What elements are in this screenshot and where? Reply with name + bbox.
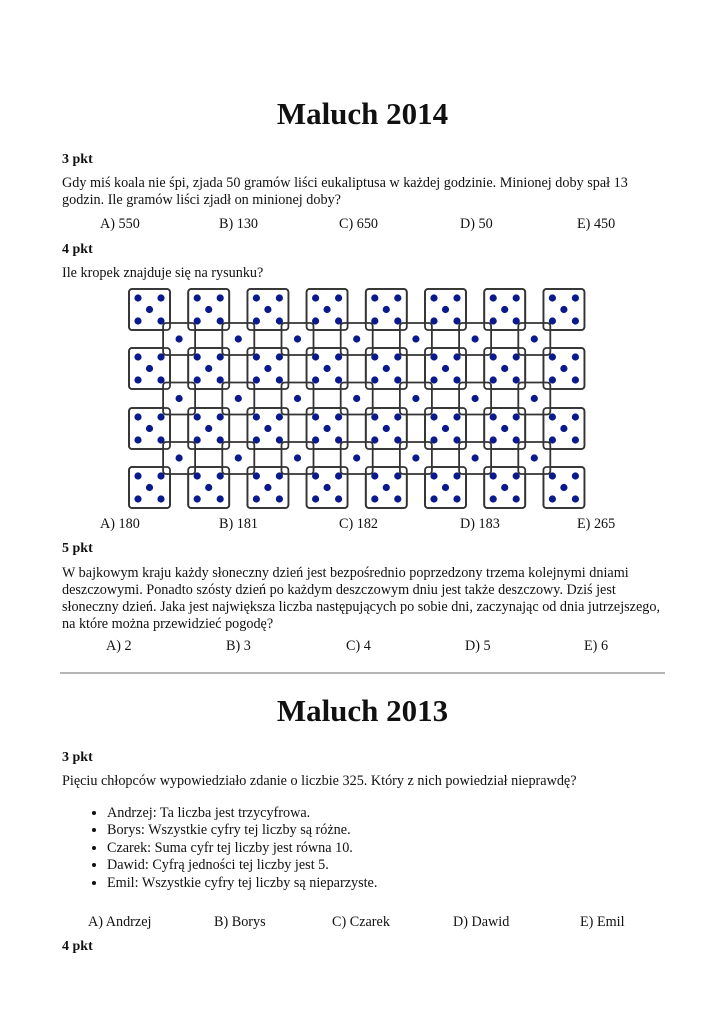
dice-dot — [134, 413, 141, 420]
q2-answer-d[interactable]: D) 183 — [460, 516, 500, 532]
q2-answer-b[interactable]: B) 181 — [219, 516, 259, 532]
dice-dot — [146, 306, 153, 313]
page-title-2014: Maluch 2014 — [276, 96, 449, 131]
dice-dot — [430, 495, 437, 502]
page-title-2013: Maluch 2013 — [276, 693, 449, 728]
dice-dot — [531, 395, 538, 402]
dice-dot — [312, 495, 319, 502]
dice-dot — [134, 376, 141, 383]
dice-dot — [134, 495, 141, 502]
dice-dot — [217, 294, 224, 301]
q3-answer-e[interactable]: E) 6 — [584, 638, 609, 654]
section-divider — [60, 672, 665, 674]
q4-answer-a[interactable]: A) Andrzej — [88, 914, 152, 930]
dice-dot — [294, 454, 301, 461]
dice-dot — [572, 353, 579, 360]
dice-dot — [312, 294, 319, 301]
q2-answer-a[interactable]: A) 180 — [100, 516, 140, 532]
dice-dot — [324, 484, 331, 491]
dice-dot — [531, 335, 538, 342]
q1-answer-a[interactable]: A) 550 — [100, 216, 140, 232]
dice-dot — [572, 317, 579, 324]
dice-dot — [146, 365, 153, 372]
dice-dot — [472, 454, 479, 461]
dice-dot — [560, 365, 567, 372]
dice-dot — [176, 335, 183, 342]
dice-dot — [430, 294, 437, 301]
dice-dot — [235, 454, 242, 461]
dice-dot — [353, 335, 360, 342]
dice-dot — [453, 294, 460, 301]
q4-text: Pięciu chłopców wypowiedziało zdanie o liczbie 325. Który z nich powiedział nieprawdę? — [62, 773, 577, 789]
dice-dot — [134, 317, 141, 324]
dice-dot — [501, 306, 508, 313]
dice-dot — [324, 306, 331, 313]
dice-dot — [560, 425, 567, 432]
dice-dot — [394, 294, 401, 301]
list-item: • Dawid: Cyfrą jedności tej liczby jest 5. — [107, 857, 377, 874]
dice-dot — [134, 294, 141, 301]
dice-dot — [146, 425, 153, 432]
dice-dot — [549, 495, 556, 502]
statements-list — [62, 805, 377, 892]
q2-answer-c[interactable]: C) 182 — [339, 516, 379, 532]
dice-dot — [572, 436, 579, 443]
dice-dot — [383, 365, 390, 372]
dice-dot — [294, 395, 301, 402]
dice-dot — [572, 413, 579, 420]
dice-dot — [383, 484, 390, 491]
q1-answer-e[interactable]: E) 450 — [577, 216, 616, 232]
q3-answer-c[interactable]: C) 4 — [346, 638, 371, 654]
dice-dot — [383, 425, 390, 432]
dice-dot — [442, 365, 449, 372]
dice-dot — [501, 484, 508, 491]
dice-dot — [490, 294, 497, 301]
dice-dot — [560, 306, 567, 313]
dice-dot — [513, 294, 520, 301]
dice-dot — [176, 395, 183, 402]
list-item: • Emil: Wszystkie cyfry tej liczby są nieparzyste. — [107, 875, 377, 892]
dice-dot — [253, 294, 260, 301]
dice-dot — [412, 335, 419, 342]
dice-dot — [146, 484, 153, 491]
dice-dot — [353, 454, 360, 461]
dice-dot — [572, 376, 579, 383]
q4-points: 3 pkt — [62, 750, 93, 765]
dice-dot — [572, 472, 579, 479]
dice-dot — [194, 495, 201, 502]
dice-dot — [294, 335, 301, 342]
dice-dot — [572, 495, 579, 502]
dice-dot — [276, 294, 283, 301]
dice-dot — [176, 454, 183, 461]
dice-dot — [194, 294, 201, 301]
dice-dot — [276, 495, 283, 502]
dice-dot — [134, 436, 141, 443]
q3-answer-d[interactable]: D) 5 — [465, 638, 491, 654]
dice-dot — [472, 335, 479, 342]
q2-text: Ile kropek znajduje się na rysunku? — [62, 265, 264, 281]
dice-dot — [572, 294, 579, 301]
dice-dot — [205, 365, 212, 372]
dice-dot — [442, 484, 449, 491]
dice-dot — [394, 495, 401, 502]
dice-dot — [453, 495, 460, 502]
q2-answer-e[interactable]: E) 265 — [577, 516, 616, 532]
dice-dot — [371, 495, 378, 502]
dice-dot — [157, 495, 164, 502]
list-item: • Borys: Wszystkie cyfry tej liczby są różne. — [107, 822, 377, 839]
dice-dot — [412, 395, 419, 402]
q1-text: Gdy miś koala nie śpi, zjada 50 gramów liści eukaliptusa w każdej godzinie. Minionej doby spał 13 godzin. Ile gramów liści zjadł on minionej doby? — [62, 175, 628, 208]
dice-dot — [353, 395, 360, 402]
dice-dot — [205, 306, 212, 313]
dice-dot — [335, 294, 342, 301]
dice-dot — [253, 495, 260, 502]
q4-answer-c[interactable]: C) Czarek — [332, 914, 390, 930]
dice-dot — [217, 495, 224, 502]
dice-dot — [472, 395, 479, 402]
dice-dot — [264, 425, 271, 432]
dice-dot — [205, 425, 212, 432]
dice-dot — [549, 294, 556, 301]
dice-dot — [383, 306, 390, 313]
dice-dot — [157, 294, 164, 301]
dice-dot — [134, 353, 141, 360]
dice-dot — [560, 484, 567, 491]
dice-dot — [324, 365, 331, 372]
q3-points: 5 pkt — [62, 541, 93, 556]
q1-points: 3 pkt — [62, 152, 93, 167]
q1-answer-b[interactable]: B) 130 — [219, 216, 259, 232]
dice-dot — [501, 425, 508, 432]
dice-dot — [235, 395, 242, 402]
list-item: • Czarek: Suma cyfr tej liczby jest równa 10. — [107, 840, 377, 857]
q3-answer-a[interactable]: A) 2 — [106, 638, 132, 654]
dice-dot — [264, 365, 271, 372]
dice-dot — [324, 425, 331, 432]
q1-answer-d[interactable]: D) 50 — [460, 216, 493, 232]
dice-dot — [501, 365, 508, 372]
list-item: • Andrzej: Ta liczba jest trzycyfrowa. — [107, 805, 377, 822]
dice-dot — [235, 335, 242, 342]
dice-dot — [490, 495, 497, 502]
dice-dot — [264, 484, 271, 491]
dice-dot — [412, 454, 419, 461]
q2-points: 4 pkt — [62, 242, 93, 257]
dice-dot — [371, 294, 378, 301]
dice-dot — [513, 495, 520, 502]
dice-dot — [531, 454, 538, 461]
dice-dot — [442, 425, 449, 432]
q4-answer-b[interactable]: B) Borys — [214, 914, 266, 930]
q4-answer-e[interactable]: E) Emil — [580, 914, 625, 930]
dice-dot — [442, 306, 449, 313]
q3-text: W bajkowym kraju każdy słoneczny dzień jest bezpośrednio poprzedzony trzema kolejnymi dniami deszczowymi. Ponadto szósty dzień po każdym deszczowym dniu jest także deszczowy. Dziś jest słoneczny dzień. Jaka jest największa liczba następujących po sobie dni, zaczynając od dnia jutrzejszego, na które można przewidzieć pogodę? — [62, 565, 660, 632]
q1-answer-c[interactable]: C) 650 — [339, 216, 379, 232]
q4-answer-d[interactable]: D) Dawid — [453, 914, 510, 930]
dice-dot — [264, 306, 271, 313]
q3-answer-b[interactable]: B) 3 — [226, 638, 251, 654]
dice-dot — [205, 484, 212, 491]
dice-dot — [134, 472, 141, 479]
dice-dot — [335, 495, 342, 502]
q5-points: 4 pkt — [62, 939, 93, 954]
